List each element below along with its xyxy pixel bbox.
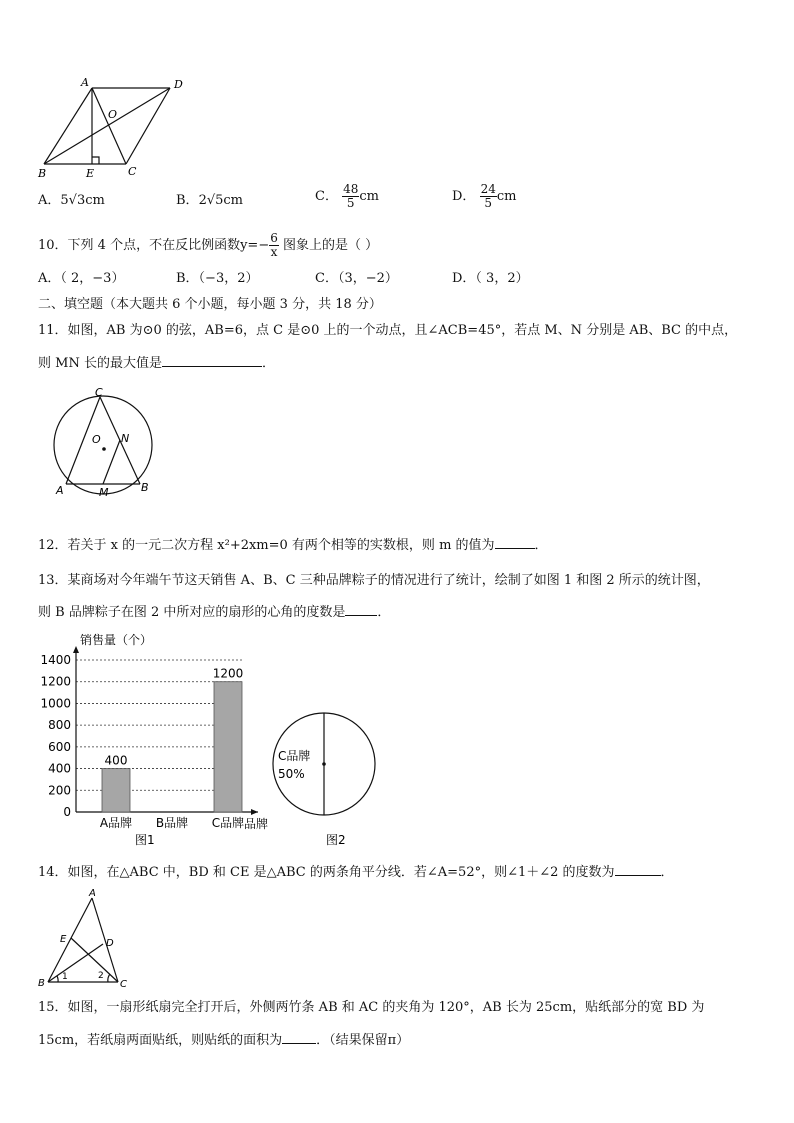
q10-func-den: x	[270, 245, 278, 259]
q11-label-m: M	[99, 486, 109, 499]
q9-label-o: O	[108, 108, 118, 121]
q9-parallelogram-figure	[36, 76, 196, 180]
q12-line	[38, 536, 548, 555]
q14-label-d: D	[106, 938, 114, 949]
q10-func-fraction	[269, 232, 279, 259]
q9-option-c-fraction	[342, 183, 359, 210]
y-tick-label: 400	[48, 761, 71, 776]
q12-end: ．	[534, 538, 548, 553]
q14-angle-2: 2	[98, 971, 104, 981]
bar-chart-y-axis-title: 销售量（个）	[80, 633, 153, 647]
bar-chart-x-labels	[100, 815, 244, 830]
q9-label-c: C	[128, 165, 137, 178]
q13-line2	[38, 603, 390, 622]
q14-angle-1: 1	[62, 972, 68, 982]
q12-answer-blank	[495, 536, 535, 549]
q9-option-c-den: 5	[346, 196, 355, 210]
x-axis-arrow	[251, 809, 258, 815]
q10-stem	[38, 232, 378, 259]
q13-line2-end: ．	[377, 605, 391, 620]
q11-label-n: N	[121, 432, 130, 445]
q11-label-a: A	[56, 484, 64, 497]
q11-label-c: C	[95, 386, 103, 399]
q9-option-c-letter: C．	[315, 189, 338, 204]
bar-chart-y-ticks	[40, 653, 71, 819]
bar-3	[214, 682, 242, 812]
q10-option-b: B．（−3，2）	[176, 271, 259, 286]
q10-func-num: 6	[270, 231, 278, 245]
q9-option-a	[38, 192, 105, 210]
x-tick-label: C品牌	[211, 816, 245, 830]
pie-label-c-brand: C品牌	[278, 749, 311, 763]
q14-text: 14．如图，在△ABC 中，BD 和 CE 是△ABC 的两条角平分线．若∠A=52°，则∠1＋∠2 的度数为	[38, 865, 615, 880]
y-tick-label: 800	[48, 718, 71, 733]
q9-option-a-value: 5√3cm	[60, 193, 105, 208]
q9-option-c	[315, 183, 379, 210]
q13-answer-blank	[345, 603, 377, 616]
q15-line1: 15．如图，一扇形纸扇完全打开后，外侧两竹条 AB 和 AC 的夹角为 120°，AB 长为 25cm，贴纸部分的宽 BD 为	[38, 1000, 705, 1015]
y-tick-label: 0	[63, 805, 71, 819]
q9-option-b-value: 2√5cm	[198, 193, 243, 208]
y-tick-label: 1200	[40, 674, 71, 689]
y-tick-label: 200	[48, 783, 71, 798]
bar-data-label: 400	[104, 753, 128, 768]
q11-label-b: B	[141, 481, 149, 494]
bar-data-label: 1200	[212, 666, 244, 681]
q10-stem-b: 图象上的是（ ）	[283, 238, 379, 253]
q11-line1: 11．如图，AB 为⊙0 的弦，AB=6，点 C 是⊙0 上的一个动点，且∠ACB=45°，若点 M、N 分别是 AB、BC 的中点，	[38, 323, 738, 338]
q14-label-c: C	[120, 979, 127, 990]
q14-line	[38, 863, 674, 882]
q9-option-b	[176, 192, 243, 210]
q11-circle-figure	[50, 386, 162, 500]
q9-option-d-fraction	[480, 183, 497, 210]
q15-line2-text: 15cm，若纸扇两面贴纸，则贴纸的面积为	[38, 1033, 283, 1048]
q10-option-c: C．（3，−2）	[315, 271, 398, 286]
q15-line2-end: ．（结果保留π）	[316, 1033, 410, 1048]
q9-label-b: B	[38, 167, 47, 180]
pie-chart-caption: 图2	[326, 833, 346, 847]
q13-pie-chart	[270, 710, 380, 852]
q14-label-a: A	[89, 888, 96, 899]
q11-label-o: O	[92, 433, 101, 446]
q9-option-d-unit: cm	[496, 189, 517, 204]
q9-option-c-unit: cm	[359, 189, 379, 204]
y-tick-label: 1400	[40, 653, 71, 667]
q9-option-d	[452, 183, 516, 210]
q9-option-c-num: 48	[343, 182, 359, 196]
x-tick-label: B品牌	[155, 816, 189, 830]
q11-answer-blank	[162, 354, 262, 367]
q10-option-d: D．（ 3，2）	[452, 271, 529, 286]
q15-line2	[38, 1031, 409, 1050]
x-tick-label: A品牌	[99, 816, 133, 830]
q10-option-a: A．（ 2，−3）	[38, 271, 125, 286]
section-2-heading: 二、填空题（本大题共 6 个小题，每小题 3 分，共 18 分）	[38, 297, 382, 312]
q9-option-d-den: 5	[484, 196, 493, 210]
y-axis-arrow	[73, 646, 79, 653]
q9-label-e: E	[86, 167, 95, 180]
q13-bar-chart	[30, 630, 280, 850]
q15-answer-blank	[282, 1031, 316, 1044]
q9-option-b-letter: B．	[176, 193, 199, 208]
q14-end: ．	[660, 865, 674, 880]
q11-line2	[38, 354, 275, 373]
q14-label-e: E	[60, 934, 67, 945]
pie-label-c-percent: 50%	[278, 767, 305, 781]
q13-line1: 13．某商场对今年端午节这天销售 A、B、C 三种品牌粽子的情况进行了统计，绘制了如图 1 和图 2 所示的统计图，	[38, 573, 710, 588]
q11-line2-end: ．	[261, 356, 275, 371]
q11-line2-text: 则 MN 长的最大值是	[38, 356, 162, 371]
q10-stem-a: 10．下列 4 个点，不在反比例函数	[38, 238, 241, 253]
q9-option-d-letter: D．	[452, 189, 476, 204]
bar-chart-caption: 图1	[135, 833, 155, 847]
bar-chart-x-axis-title: 品牌	[244, 817, 269, 831]
bar-1	[102, 769, 130, 812]
y-tick-label: 600	[48, 739, 71, 754]
q10-func-lhs: y=−	[240, 238, 270, 253]
q13-line2-text: 则 B 品牌粽子在图 2 中所对应的扇形的心角的度数是	[38, 605, 346, 620]
q14-answer-blank	[615, 863, 661, 876]
q9-label-a: A	[81, 76, 89, 89]
q14-triangle-figure	[34, 886, 130, 990]
q14-label-b: B	[38, 978, 45, 989]
q9-option-a-letter: A．	[38, 193, 61, 208]
q9-option-d-num: 24	[480, 182, 496, 196]
q12-text: 12．若关于 x 的一元二次方程 x²+2xm=0 有两个相等的实数根，则 m 的值为	[38, 538, 495, 553]
q9-label-d: D	[174, 78, 183, 91]
y-tick-label: 1000	[40, 696, 71, 711]
